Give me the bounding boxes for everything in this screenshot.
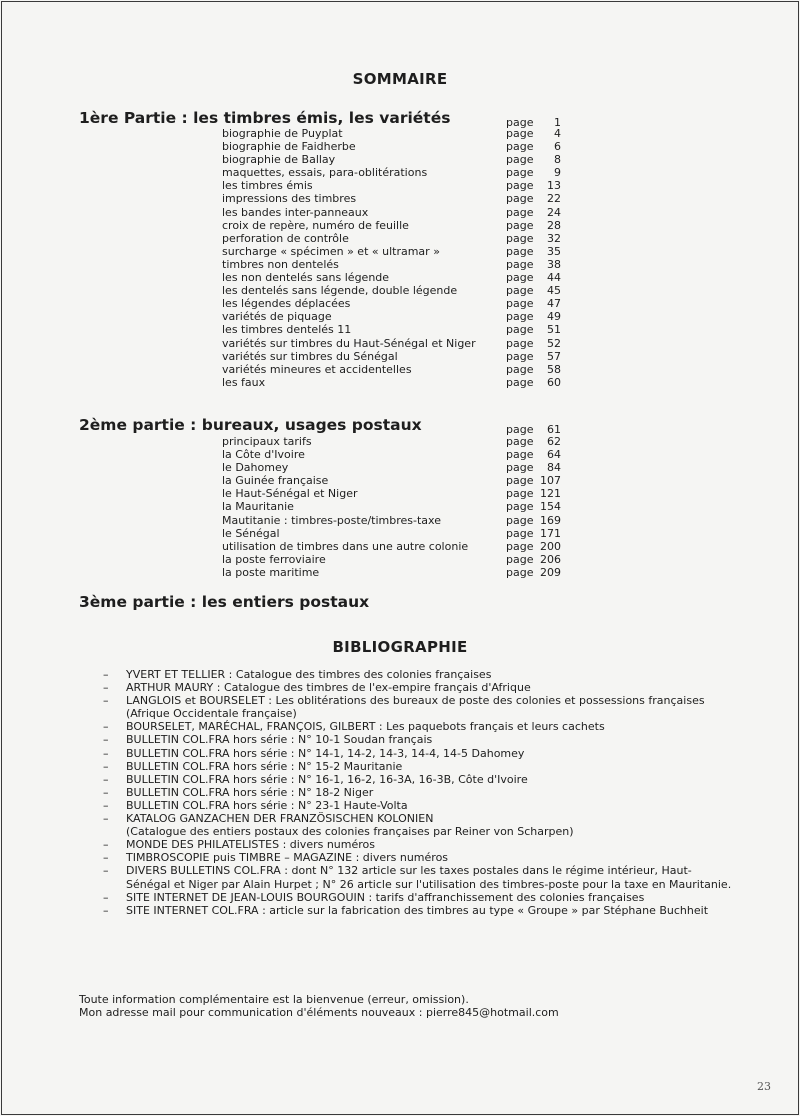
toc-entry-page-number: 32 [547,231,561,245]
toc-entry [222,140,564,153]
toc-entry-label: la Mauritanie [222,500,294,514]
toc-entry [222,153,564,166]
toc-entry-page-word: page [506,500,534,514]
toc-entry-label: Mautitanie : timbres-poste/timbres-taxe [222,513,441,527]
toc-entry-page-number: 8 [554,153,561,167]
toc-entry-label: variétés sur timbres du Haut-Sénégal et Niger [222,336,476,350]
toc-entry-page-number: 200 [540,539,561,553]
toc-entry-page-number: 28 [547,218,561,232]
toc-entry-page-number: 52 [547,336,561,350]
toc-entry-label: perforation de contrôle [222,231,349,245]
toc-entry-page-word: page [506,297,534,311]
bullet-dash: – [103,720,109,734]
toc-entry [222,376,564,389]
toc-entry-page-word: page [506,127,534,140]
bibliography-item [103,720,743,733]
toc-entry [222,448,564,461]
toc-entry-label: la Côte d'Ivoire [222,448,305,462]
toc-entry-page-number: 51 [547,323,561,337]
bibliography-text: SITE INTERNET COL.FRA : article sur la fabrication des timbres au type « Groupe » par Stéphane Buchheit [126,903,709,917]
toc-entry-page-word: page [506,362,534,376]
toc-entry-page-word: page [506,310,534,324]
toc-entry-page-number: 44 [547,271,561,285]
bibliography-text: MONDE DES PHILATELISTES : divers numéros [126,838,376,852]
part1-toc [222,127,564,389]
part2-page-number: 61 [547,423,561,436]
toc-entry-page-word: page [506,257,534,271]
toc-entry-page-number: 9 [554,166,561,180]
part1-page-word: page [506,116,534,129]
bibliography-item [103,733,743,746]
toc-entry [222,258,564,271]
part2-title: 2ème partie : bureaux, usages postaux [79,416,422,434]
toc-entry-page-word: page [506,179,534,193]
toc-entry-label: maquettes, essais, para-oblitérations [222,166,428,180]
toc-entry-page-number: 45 [547,284,561,298]
bullet-dash: – [103,785,109,799]
toc-entry-page-number: 58 [547,362,561,376]
bibliography-item [103,891,743,904]
toc-entry-label: principaux tarifs [222,435,312,448]
toc-entry [222,527,564,540]
toc-entry-page-word: page [506,461,534,475]
toc-entry-page-word: page [506,166,534,180]
bibliography-item [103,825,743,838]
bibliography-text: DIVERS BULLETINS COL.FRA : dont N° 132 article sur les taxes postales dans le régime intérieur, Haut- [126,864,692,878]
toc-entry [222,192,564,205]
toc-entry-page-number: 206 [540,552,561,566]
bibliography-item [103,694,743,707]
part3-title: 3ème partie : les entiers postaux [79,593,370,611]
toc-entry-label: la Guinée française [222,474,329,488]
bibliography-text: BULLETIN COL.FRA hors série : N° 16-1, 16-2, 16-3A, 16-3B, Côte d'Ivoire [126,772,528,786]
toc-entry-page-word: page [506,513,534,527]
toc-entry-label: le Dahomey [222,461,289,475]
toc-entry-page-word: page [506,192,534,206]
toc-entry-page-number: 35 [547,244,561,258]
toc-entry [222,363,564,376]
toc-entry-page-word: page [506,323,534,337]
toc-entry [222,350,564,363]
bibliography-item [103,864,743,877]
toc-entry-label: variétés mineures et accidentelles [222,362,412,376]
toc-entry-page-number: 84 [547,461,561,475]
toc-entry-page-number: 107 [540,474,561,488]
bibliography-item [103,760,743,773]
toc-entry-label: variétés sur timbres du Sénégal [222,349,398,363]
footer-line-2: Mon adresse mail pour communication d'éléments nouveaux : pierre845@hotmail.com [79,1006,559,1020]
toc-entry [222,310,564,323]
bibliography-item [103,904,743,917]
bullet-dash: – [103,668,109,681]
bullet-dash: – [103,746,109,760]
toc-entry [222,127,564,140]
toc-entry-page-number: 64 [547,448,561,462]
part1-page-number: 1 [554,116,561,129]
bibliography-item [103,773,743,786]
toc-entry [222,284,564,297]
bullet-dash: – [103,890,109,904]
toc-entry-page-word: page [506,336,534,350]
toc-entry-label: la poste maritime [222,565,320,579]
footer-line-1: Toute information complémentaire est la bienvenue (erreur, omission). [79,993,469,1006]
toc-entry-page-number: 57 [547,349,561,363]
toc-entry [222,435,564,448]
toc-entry-page-word: page [506,271,534,285]
toc-entry [222,500,564,513]
toc-entry-label: les timbres dentelés 11 [222,323,352,337]
bibliographie-title: BIBLIOGRAPHIE [332,638,468,656]
toc-entry-page-word: page [506,375,534,389]
toc-entry-page-word: page [506,205,534,219]
bibliography-text: Sénégal et Niger par Alain Hurpet ; N° 26 article sur l'utilisation des timbres-poste pour la taxe en Mauritanie. [126,877,732,891]
bibliography-text: BULLETIN COL.FRA hors série : N° 18-2 Niger [126,785,374,799]
toc-entry-label: impressions des timbres [222,192,357,206]
bibliography-item [103,786,743,799]
bibliography-item [103,878,743,891]
toc-entry [222,337,564,350]
toc-entry-page-number: 13 [547,179,561,193]
toc-entry-label: le Haut-Sénégal et Niger [222,487,358,501]
toc-entry-label: les faux [222,375,266,389]
toc-entry-page-word: page [506,244,534,258]
toc-entry-label: les dentelés sans légende, double légende [222,284,458,298]
part1-title: 1ère Partie : les timbres émis, les variétés [79,109,451,127]
toc-entry-page-number: 121 [540,487,561,501]
toc-entry [222,487,564,500]
bibliography-item [103,707,743,720]
bibliography-item [103,747,743,760]
toc-entry-page-number: 209 [540,565,561,579]
bibliography-text: BULLETIN COL.FRA hors série : N° 15-2 Mauritanie [126,759,403,773]
bibliography-text: LANGLOIS et BOURSELET : Les oblitérations des bureaux de poste des colonies et possessions françaises [126,694,705,708]
toc-entry-page-word: page [506,552,534,566]
toc-entry-label: timbres non dentelés [222,257,339,271]
toc-entry-page-number: 47 [547,297,561,311]
bullet-dash: – [103,759,109,773]
bullet-dash: – [103,733,109,747]
toc-entry-page-word: page [506,349,534,363]
toc-entry-page-word: page [506,218,534,232]
toc-entry-label: les légendes déplacées [222,297,351,311]
bibliography-text: TIMBROSCOPIE puis TIMBRE – MAGAZINE : divers numéros [126,851,449,865]
toc-entry-page-number: 24 [547,205,561,219]
bullet-dash: – [103,798,109,812]
bibliography-text: BULLETIN COL.FRA hors série : N° 10-1 Soudan français [126,733,433,747]
part2-page-word: page [506,423,534,436]
toc-entry-label: biographie de Faidherbe [222,140,356,154]
toc-entry-label: croix de repère, numéro de feuille [222,218,409,232]
toc-entry-page-number: 154 [540,500,561,514]
toc-entry [222,219,564,232]
bibliography-text: ARTHUR MAURY : Catalogue des timbres de l'ex-empire français d'Afrique [126,681,531,695]
bibliography-text: KATALOG GANZACHEN DER FRANZÖSISCHEN KOLONIEN [126,812,434,826]
bullet-dash: – [103,681,109,695]
toc-entry [222,232,564,245]
bibliography-text: YVERT ET TELLIER : Catalogue des timbres des colonies françaises [126,668,492,681]
bibliography-list [103,668,743,917]
bibliography-text: (Afrique Occidentale française) [126,707,297,721]
toc-entry [222,323,564,336]
toc-entry-page-number: 6 [554,140,561,154]
toc-entry-label: les bandes inter-panneaux [222,205,369,219]
toc-entry [222,474,564,487]
footer-note [79,993,559,1019]
toc-entry-page-number: 4 [554,127,561,140]
toc-entry-page-word: page [506,153,534,167]
bibliography-item [103,668,743,681]
toc-entry [222,245,564,258]
bullet-dash: – [103,864,109,878]
toc-entry-page-word: page [506,474,534,488]
part2-toc [222,435,564,579]
bibliography-item [103,851,743,864]
page-number: 23 [757,1080,771,1093]
toc-entry-page-number: 62 [547,435,561,448]
toc-entry-page-number: 171 [540,526,561,540]
toc-entry [222,566,564,579]
bullet-dash: – [103,772,109,786]
sommaire-title: SOMMAIRE [352,70,448,88]
toc-entry-page-number: 22 [547,192,561,206]
bullet-dash: – [103,903,109,917]
bullet-dash: – [103,812,109,826]
toc-entry-page-number: 38 [547,257,561,271]
toc-entry-label: la poste ferroviaire [222,552,326,566]
toc-entry-page-word: page [506,526,534,540]
bibliography-item [103,838,743,851]
bibliography-text: BULLETIN COL.FRA hors série : N° 23-1 Haute-Volta [126,798,408,812]
toc-entry-page-word: page [506,539,534,553]
toc-entry-page-number: 60 [547,375,561,389]
bibliography-text: BOURSELET, MARÉCHAL, FRANÇOIS, GILBERT : Les paquebots français et leurs cachets [126,720,605,734]
toc-entry-page-word: page [506,565,534,579]
toc-entry-page-word: page [506,231,534,245]
toc-entry-label: utilisation de timbres dans une autre colonie [222,539,469,553]
toc-entry-page-number: 49 [547,310,561,324]
toc-entry-label: biographie de Ballay [222,153,336,167]
toc-entry-label: variétés de piquage [222,310,332,324]
toc-entry [222,461,564,474]
toc-entry [222,206,564,219]
toc-entry-label: biographie de Puyplat [222,127,343,140]
toc-entry [222,553,564,566]
bibliography-item [103,681,743,694]
toc-entry [222,514,564,527]
toc-entry [222,297,564,310]
bullet-dash: – [103,838,109,852]
toc-entry-page-word: page [506,140,534,154]
toc-entry-page-word: page [506,435,534,448]
toc-entry [222,540,564,553]
bibliography-item [103,812,743,825]
toc-entry [222,166,564,179]
bibliography-text: SITE INTERNET DE JEAN-LOUIS BOURGOUIN : tarifs d'affranchissement des colonies françaises [126,890,645,904]
toc-entry-label: les non dentelés sans légende [222,271,390,285]
bibliography-text: BULLETIN COL.FRA hors série : N° 14-1, 14-2, 14-3, 14-4, 14-5 Dahomey [126,746,525,760]
toc-entry-page-word: page [506,284,534,298]
toc-entry-label: le Sénégal [222,526,280,540]
toc-entry [222,271,564,284]
toc-entry-page-word: page [506,487,534,501]
bibliography-text: (Catalogue des entiers postaux des colonies françaises par Reiner von Scharpen) [126,825,574,839]
bullet-dash: – [103,694,109,708]
toc-entry-label: les timbres émis [222,179,313,193]
toc-entry [222,179,564,192]
bibliography-item [103,799,743,812]
toc-entry-label: surcharge « spécimen » et « ultramar » [222,244,440,258]
toc-entry-page-number: 169 [540,513,561,527]
toc-entry-page-word: page [506,448,534,462]
bullet-dash: – [103,851,109,865]
